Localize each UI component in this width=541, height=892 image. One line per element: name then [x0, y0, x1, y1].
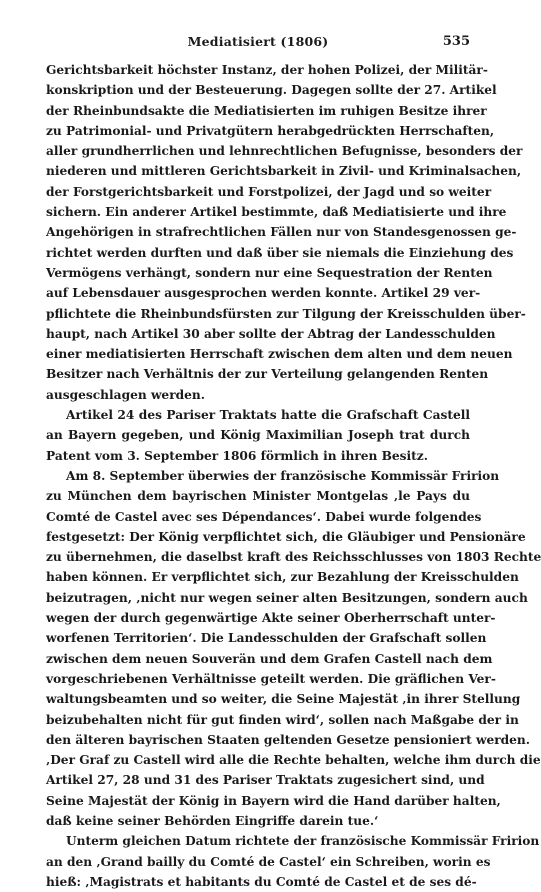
text-line: Artikel 24 des Pariser Traktats hatte die Grafschaft Castell — [66, 408, 470, 423]
text-line: Vermögens verhängt, sondern nur eine Sequestration der Renten — [46, 265, 493, 280]
text-line: pflichtete die Rheinbundsfürsten zur Tilgung der Kreisschulden über- — [46, 306, 526, 321]
text-line: beizubehalten nicht für gut finden wird‘, sollen nach Maßgabe der in — [46, 712, 519, 727]
text-line: zu München dem bayrischen Minister Montgelas ‚le Pays du — [46, 489, 470, 504]
book-page — [46, 34, 541, 892]
text-line: Patent vom 3. September 1806 förmlich in ihren Besitz. — [46, 448, 428, 463]
text-line: den älteren bayrischen Staaten geltenden Gesetze pensioniert werden. — [46, 732, 531, 747]
text-line: Am 8. September überwies der französische Kommissär Fririon — [66, 468, 500, 483]
text-line: an Bayern gegeben, und König Maximilian Joseph trat durch — [46, 428, 470, 443]
running-title: Mediatisiert (1806) — [187, 34, 329, 49]
text-line: aller grundherrlichen und lehnrechtlichen Befugnisse, besonders der — [46, 144, 523, 159]
text-line: worfenen Territorien‘. Die Landesschulden der Grafschaft sollen — [46, 631, 487, 646]
text-line: richtet werden durften und daß über sie niemals die Einziehung des — [46, 245, 514, 260]
text-line: Angehörigen in strafrechtlichen Fällen nur von Standesgenossen ge- — [46, 225, 517, 240]
text-line: Gerichtsbarkeit höchster Instanz, der hohen Polizei, der Militär- — [46, 63, 488, 77]
text-line: Unterm gleichen Datum richtete der französische Kommissär Fririon — [66, 834, 540, 849]
text-line: Besitzer nach Verhältnis der zur Verteilung gelangenden Renten — [46, 367, 489, 382]
text-line: auf Lebensdauer ausgesprochen werden konnte. Artikel 29 ver- — [46, 286, 481, 301]
text-line: Artikel 27, 28 und 31 des Pariser Traktats zugesichert sind, und — [46, 773, 485, 788]
text-line: festgesetzt: Der König verpflichtet sich, die Gläubiger und Pensionäre — [46, 529, 526, 544]
text-line: sichern. Ein anderer Artikel bestimmte, daß Mediatisierte und ihre — [46, 205, 507, 220]
text-line: vorgeschriebenen Verhältnisse geteilt werden. Die gräflichen Ver- — [46, 671, 496, 686]
text-line: beizutragen, ‚nicht nur wegen seiner alten Besitzungen, sondern auch — [46, 590, 528, 605]
text-line: wegen der durch gegenwärtige Akte seiner Oberherrschaft unter- — [46, 611, 496, 626]
text-line: ausgeschlagen werden. — [46, 387, 205, 402]
text-line: niederen und mittleren Gerichtsbarkeit in Zivil- und Kriminalsachen, — [46, 164, 522, 179]
page-number: 535 — [442, 34, 470, 49]
text-line: haupt, nach Artikel 30 aber sollte der Abtrag der Landesschulden — [46, 326, 496, 341]
body-text — [46, 60, 541, 892]
text-line: ‚Der Graf zu Castell wird alle die Rechte behalten, welche ihm durch die — [46, 753, 541, 768]
text-line: Seine Majestät der König in Bayern wird die Hand darüber halten, — [46, 793, 501, 808]
text-line: daß keine seiner Behörden Eingriffe darein tue.‘ — [46, 813, 379, 828]
text-line: der Forstgerichtsbarkeit und Forstpolizei, der Jagd und so weiter — [46, 184, 492, 199]
text-line: zwischen dem neuen Souverän und dem Grafen Castell nach dem — [46, 651, 493, 666]
text-line: konskription und der Besteuerung. Dagegen sollte der 27. Artikel — [46, 83, 497, 98]
text-line: an den ‚Grand bailly du Comté de Castel‘ ein Schreiben, worin es — [46, 854, 491, 869]
text-line: zu Patrimonial- und Privatgütern herabgedrückten Herrschaften, — [46, 123, 495, 138]
running-header — [46, 34, 470, 54]
text-line: haben können. Er verpflichtet sich, zur Bezahlung der Kreisschulden — [46, 570, 519, 585]
text-line: Comté de Castel avec ses Dépendances‘. Dabei wurde folgendes — [46, 509, 482, 524]
text-line: waltungsbeamten und so weiter, die Seine Majestät ‚in ihrer Stellung — [46, 692, 521, 707]
text-line: der Rheinbundsakte die Mediatisierten im ruhigen Besitze ihrer — [46, 103, 487, 118]
text-line: hieß: ‚Magistrats et habitants du Comté de Castel et de ses dé- — [46, 874, 477, 889]
text-line: zu übernehmen, die daselbst kraft des Reichsschlusses von 1803 Rechte — [46, 550, 541, 565]
text-line: einer mediatisierten Herrschaft zwischen dem alten und dem neuen — [46, 347, 513, 362]
